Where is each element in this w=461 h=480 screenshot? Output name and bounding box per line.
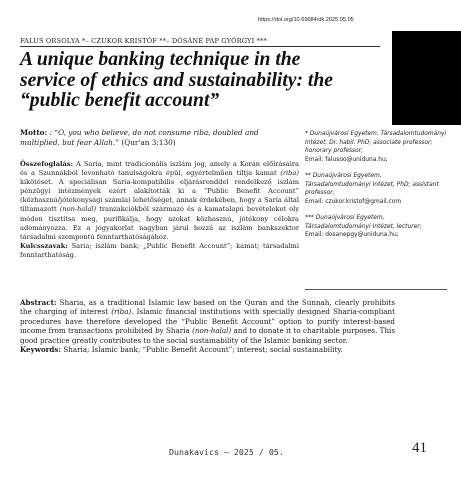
author-line: FALUS ORSOLYA *– CZUKOR KRISTÓF **– DÓSÁNÉ PAP GYÖRGYI *** <box>20 37 267 45</box>
doi-link[interactable]: https://doi.org/10.69684/dk.2025.05.05 <box>258 17 354 23</box>
summary-text: kikötését. A speciálisan Saria-kompatibilis eljárásrenddel rendelkező iszlám pénzügyi intézmények ezért alakították ki a “Public Benefit Account” (közhasznú/jótékonysági számla) lehetőséget, annak érdekében, hogy a Saría által tiltamazott <box>20 178 299 214</box>
abstract-paragraph <box>20 298 395 345</box>
article-title: A unique banking technique in the service of ethics and sustainability: the “public benefit account” <box>20 49 333 111</box>
header-divider <box>20 46 380 47</box>
affiliation-3 <box>305 214 447 240</box>
affiliation-email[interactable]: Email: czukor.kristof@gmail.com <box>305 198 402 205</box>
motto-quote: : “O, you who believe, do not consume riba, doubled and multiplied, but fear Allah.” <box>20 128 259 147</box>
motto-label: Motto: <box>20 128 48 137</box>
motto-source: (Qur'an 3:130) <box>121 137 176 147</box>
affiliation-text: *** Dunaújvárosi Egyetem, Társadalomtudományi Intézet, lecturer; <box>305 215 422 230</box>
journal-footer: Dunakavics – 2025 / 05. <box>169 447 284 457</box>
abstract-label: Abstract: <box>20 298 57 307</box>
page-number: 41 <box>412 440 427 456</box>
affiliation-text: * Dunaújvárosi Egyetem, Társadalomtudományi Intézet, Dr. habil. PhD; associate professor; honorary professor; <box>305 131 447 154</box>
abstract-nonhalal-term: (non-halal) <box>192 326 232 336</box>
summary-text: tranzakciókból származó és a kamatalapú bevételeket oly módon tisztítsa meg, purifikálja, hogy azokat közhasznú, jótékony célokra adományozza. Ez a jógyakorlat nagyban járul hozzá az iszlám bankszektor társadalmi szempontú fenntarthatóságához. <box>20 205 299 241</box>
affiliation-1 <box>305 130 447 164</box>
english-abstract <box>20 298 395 354</box>
abstract-riba-term: (riba). <box>111 307 134 317</box>
keywords-label-hu: Kulcsszavak: <box>20 241 68 250</box>
keywords-paragraph-hu <box>20 242 299 260</box>
motto <box>20 128 300 147</box>
summary-paragraph <box>20 160 299 242</box>
affiliation-email[interactable]: Email: dosanepgy@uniduna.hu; <box>305 232 399 238</box>
keywords-label-en: Keywords: <box>20 345 62 355</box>
affiliation-email[interactable]: Email: falusoo@uniduna.hu; <box>305 156 388 163</box>
summary-riba-term: (riba) <box>280 169 299 178</box>
affiliations-sidebar <box>305 130 447 248</box>
abstract-text: Islamic financial institutions with specially designed Sharia-compliant procedures have therefore developed the “Public Benefit Account” option to purify interest-based income from transactions prohibited by Sharia <box>20 307 395 336</box>
summary-text: A Saría, mint tradicionális iszlám jog, amely a Korán előírásaira és a Szunnákból levonható tanulságokra épül, egyértelműen tiltja kamat <box>20 160 299 178</box>
keywords-paragraph-en <box>20 345 395 354</box>
affiliation-2 <box>305 172 447 206</box>
affiliation-text: ** Dunaújvárosi Egyetem, Társadalomtudományi Intézet, PhD; assistant professor; <box>305 173 439 196</box>
corner-decoration <box>392 31 461 125</box>
abstract-text: Sharia, as a traditional Islamic law based on the Quran and the Sunnah, clearly prohibits the charging of interest <box>20 298 395 317</box>
sidebar-divider <box>305 289 447 290</box>
keywords-hu: Saria; iszlám bank; „Public Benefit Account”; kamat; társadalmi fenntarthatóság. <box>20 241 299 259</box>
summary-label: Összefoglalás: <box>20 160 74 168</box>
summary-nonhalal-term: (non-halal) <box>59 205 97 214</box>
keywords-en: Sharia; Islamic bank; “Public Benefit Account”; interest; social sustainability. <box>63 345 343 355</box>
hungarian-summary <box>20 160 299 260</box>
abstract-text: and to donate it to charitable purposes. This good practice greatly contributes to the social sustainability of the Islamic banking sector. <box>20 326 395 345</box>
